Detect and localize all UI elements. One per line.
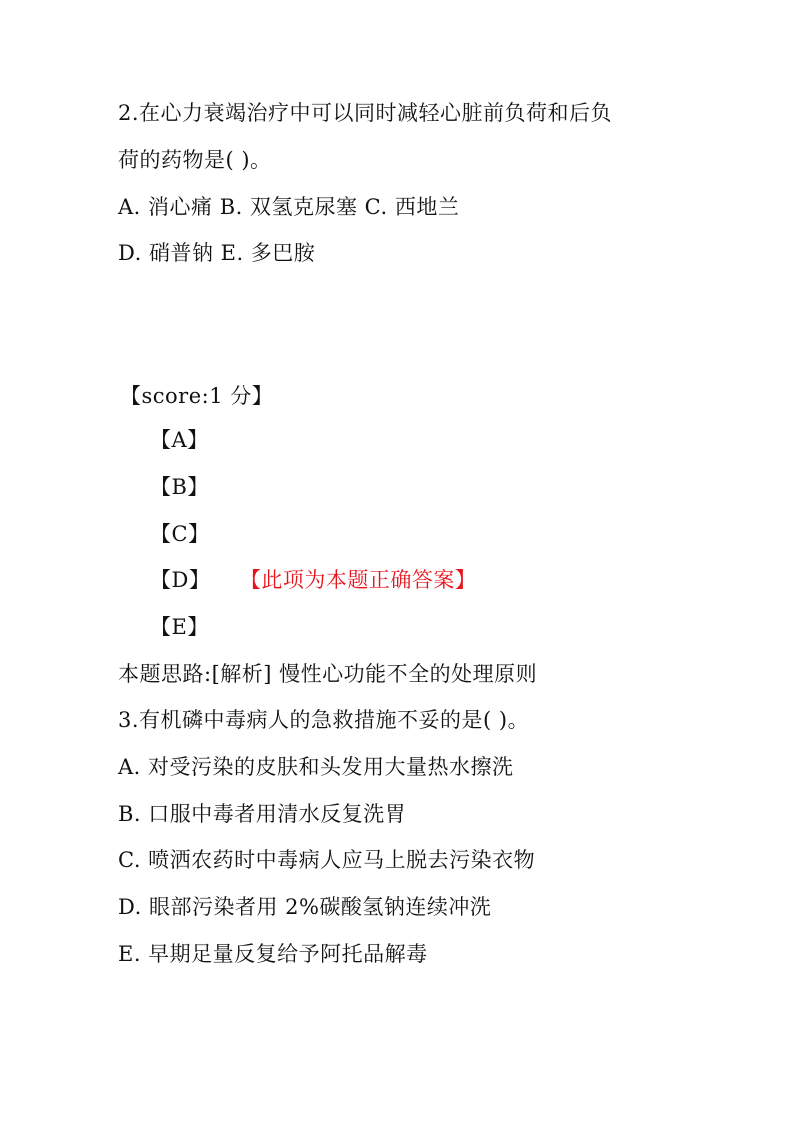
question-3-stem: 3.有机磷中毒病人的急救措施不妥的是( )。 [118,708,530,732]
answer-c: 【C】 [150,522,210,546]
question-2-stem-line-2: 荷的药物是( )。 [118,148,272,172]
question-3-option-e: E. 早期足量反复给予阿托品解毒 [118,942,428,966]
answer-e: 【E】 [150,615,209,639]
question-2-options-line-2: D. 硝普钠 E. 多巴胺 [118,241,316,265]
answer-d: 【D】 [150,568,211,592]
question-3-option-a: A. 对受污染的皮肤和头发用大量热水擦洗 [118,755,514,779]
question-3-option-b: B. 口服中毒者用清水反复洗胃 [118,802,407,826]
answer-a: 【A】 [150,428,209,452]
question-3-option-c: C. 喷洒农药时中毒病人应马上脱去污染衣物 [118,848,536,872]
question-2-analysis: 本题思路:[解析] 慢性心功能不全的处理原则 [118,662,538,686]
score-label: 【score:1 分】 [120,384,274,408]
question-3-option-d: D. 眼部污染者用 2%碳酸氢钠连续冲洗 [118,895,492,919]
answer-b: 【B】 [150,475,209,499]
question-2-options-line-1: A. 消心痛 B. 双氢克尿塞 C. 西地兰 [118,195,460,219]
answer-d-row [150,565,476,595]
question-2-stem-line-1: 2.在心力衰竭治疗中可以同时减轻心脏前负荷和后负 [118,101,613,125]
correct-answer-note: 【此项为本题正确答案】 [250,568,477,592]
